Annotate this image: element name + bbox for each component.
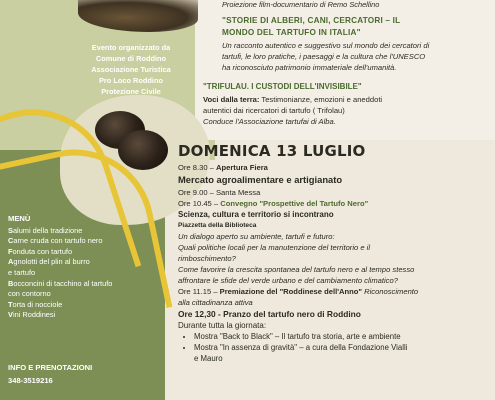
program-block bbox=[178, 162, 490, 364]
truffle-image bbox=[118, 130, 168, 170]
voci-label: Voci dalla terra: bbox=[203, 95, 260, 104]
menu-item-text: arne cruda con tartufo nero bbox=[13, 236, 103, 246]
program-heading: Mercato agroalimentare e artigianato bbox=[178, 174, 343, 185]
exhibit-text: Mostra "In assenza di gravità" – a cura della Fondazione Vialli bbox=[194, 343, 408, 352]
menu-item-initial: A bbox=[8, 257, 14, 267]
menu-item bbox=[8, 268, 166, 279]
program-time: Ore 10.45 – bbox=[178, 199, 221, 208]
menu-item-initial: S bbox=[8, 225, 13, 235]
menu-title: MENÙ bbox=[8, 214, 31, 223]
program-row: Ore 9.00 – Santa Messa bbox=[178, 188, 261, 197]
film-desc-line: ha riconosciuto patrimonio immateriale dell'umanità. bbox=[222, 62, 397, 72]
menu-item-initial: F bbox=[8, 246, 13, 256]
program-row bbox=[178, 198, 490, 209]
program-event: Convegno "Prospettive del Tartufo Nero" bbox=[220, 199, 369, 208]
film-title-line1: "STORIE DI ALBERI, CANI, CERCATORI – IL bbox=[222, 16, 401, 25]
menu-item-text: ini Roddinesi bbox=[12, 310, 56, 320]
organizer-line: Protezione Civile bbox=[101, 87, 161, 96]
film-projection-line: Proiezione film-documentario di Remo Schellino bbox=[222, 0, 380, 9]
menu-item-text: gnolotti del plin al burro bbox=[13, 257, 90, 267]
menu-item-text: e tartufo bbox=[8, 267, 36, 277]
program-location: Piazzetta della Biblioteca bbox=[178, 222, 257, 229]
menu-item bbox=[8, 279, 166, 290]
info-title: INFO E PRENOTAZIONI bbox=[8, 363, 93, 372]
voci-line3: Conduce l'Associazione tartufai di Alba. bbox=[203, 116, 336, 126]
menu-item bbox=[8, 310, 166, 321]
voci-line2: autentici dai ricercatori di tartufo ( Trifolau) bbox=[203, 105, 345, 115]
trifulau-title: "TRIFULAU. I CUSTODI DELL'INVISIBILE" bbox=[203, 82, 362, 91]
menu-item bbox=[8, 300, 166, 311]
menu-item bbox=[8, 247, 166, 258]
program-row: rimboschimento? bbox=[178, 254, 236, 263]
menu-item-text: con contorno bbox=[8, 289, 51, 299]
menu-block bbox=[8, 214, 166, 321]
program-row: Durante tutta la giornata: bbox=[178, 321, 267, 330]
film-desc-line: Un racconto autentico e suggestivo sul mondo dei cercatori di bbox=[222, 41, 430, 50]
menu-item-text: orta di nocciole bbox=[12, 299, 63, 309]
menu-item-initial: C bbox=[8, 236, 14, 246]
program-row: Quali politiche locali per la manutenzione del territorio e il bbox=[178, 243, 371, 252]
menu-item bbox=[8, 226, 166, 237]
film-desc-line: tartufi, le loro pratiche, i paesaggi e la cultura che l'UNESCO bbox=[222, 51, 426, 61]
organizer-line: Comune di Roddino bbox=[95, 54, 167, 63]
program-subheading: Scienza, cultura e territorio si incontrano bbox=[178, 210, 334, 219]
organizer-line: Pro Loco Roddino bbox=[98, 76, 164, 85]
program-row: affrontare le sfide del verde urbano e del cambiamento climatico? bbox=[178, 276, 398, 285]
menu-item-initial: V bbox=[8, 310, 13, 320]
menu-item-text: alumi della tradizione bbox=[12, 225, 83, 235]
menu-item-initial: B bbox=[8, 278, 14, 288]
program-time: Ore 8.30 – bbox=[178, 163, 216, 172]
menu-item bbox=[8, 289, 166, 300]
voci-text: Testimonianze, emozioni e aneddoti bbox=[259, 95, 383, 104]
organizers-block bbox=[72, 42, 190, 97]
organizers-intro: Evento organizzato da bbox=[91, 43, 171, 52]
program-time: Ore 11.15 – bbox=[178, 287, 220, 296]
film-title bbox=[222, 15, 400, 39]
exhibits-list bbox=[178, 331, 490, 364]
menu-item bbox=[8, 236, 166, 247]
program-row bbox=[178, 308, 490, 320]
info-block bbox=[8, 361, 92, 387]
program-row: alla cittadinanza attiva bbox=[178, 298, 253, 307]
exhibit-text: e Mauro bbox=[194, 354, 223, 363]
exhibit-item bbox=[194, 342, 490, 364]
film-title-line2: MONDO DEL TARTUFO IN ITALIA" bbox=[222, 28, 361, 37]
menu-item-text: onduta con tartufo bbox=[12, 246, 73, 256]
menu-item-initial: T bbox=[8, 299, 13, 309]
organizer-line: Associazione Turistica bbox=[91, 65, 171, 74]
program-row bbox=[178, 286, 490, 297]
menu-item-text: occoncini di tacchino al tartufo bbox=[13, 278, 113, 288]
menu-item bbox=[8, 257, 166, 268]
info-phone[interactable]: 348-3519216 bbox=[8, 376, 53, 385]
program-row bbox=[178, 162, 490, 173]
day-title: DOMENICA 13 LUGLIO bbox=[178, 142, 366, 160]
program-event: Apertura Fiera bbox=[216, 163, 268, 172]
program-row: Come favorire la crescita spontanea del tartufo nero e al tempo stesso bbox=[178, 265, 415, 274]
program-event: Pranzo del tartufo nero di Roddino bbox=[223, 309, 361, 319]
program-event: Premiazione del "Roddinese dell'Anno" bbox=[219, 287, 362, 296]
program-note: Riconoscimento bbox=[362, 287, 419, 296]
program-time: Ore 12,30 - bbox=[178, 309, 224, 319]
exhibit-item: • Mostra "Back to Black" – Il tartufo tra storia, arte e ambiente bbox=[194, 331, 490, 342]
program-row: Un dialogo aperto su ambiente, tartufi e futuro: bbox=[178, 232, 335, 241]
voci-block bbox=[203, 95, 493, 127]
film-description bbox=[222, 41, 490, 73]
